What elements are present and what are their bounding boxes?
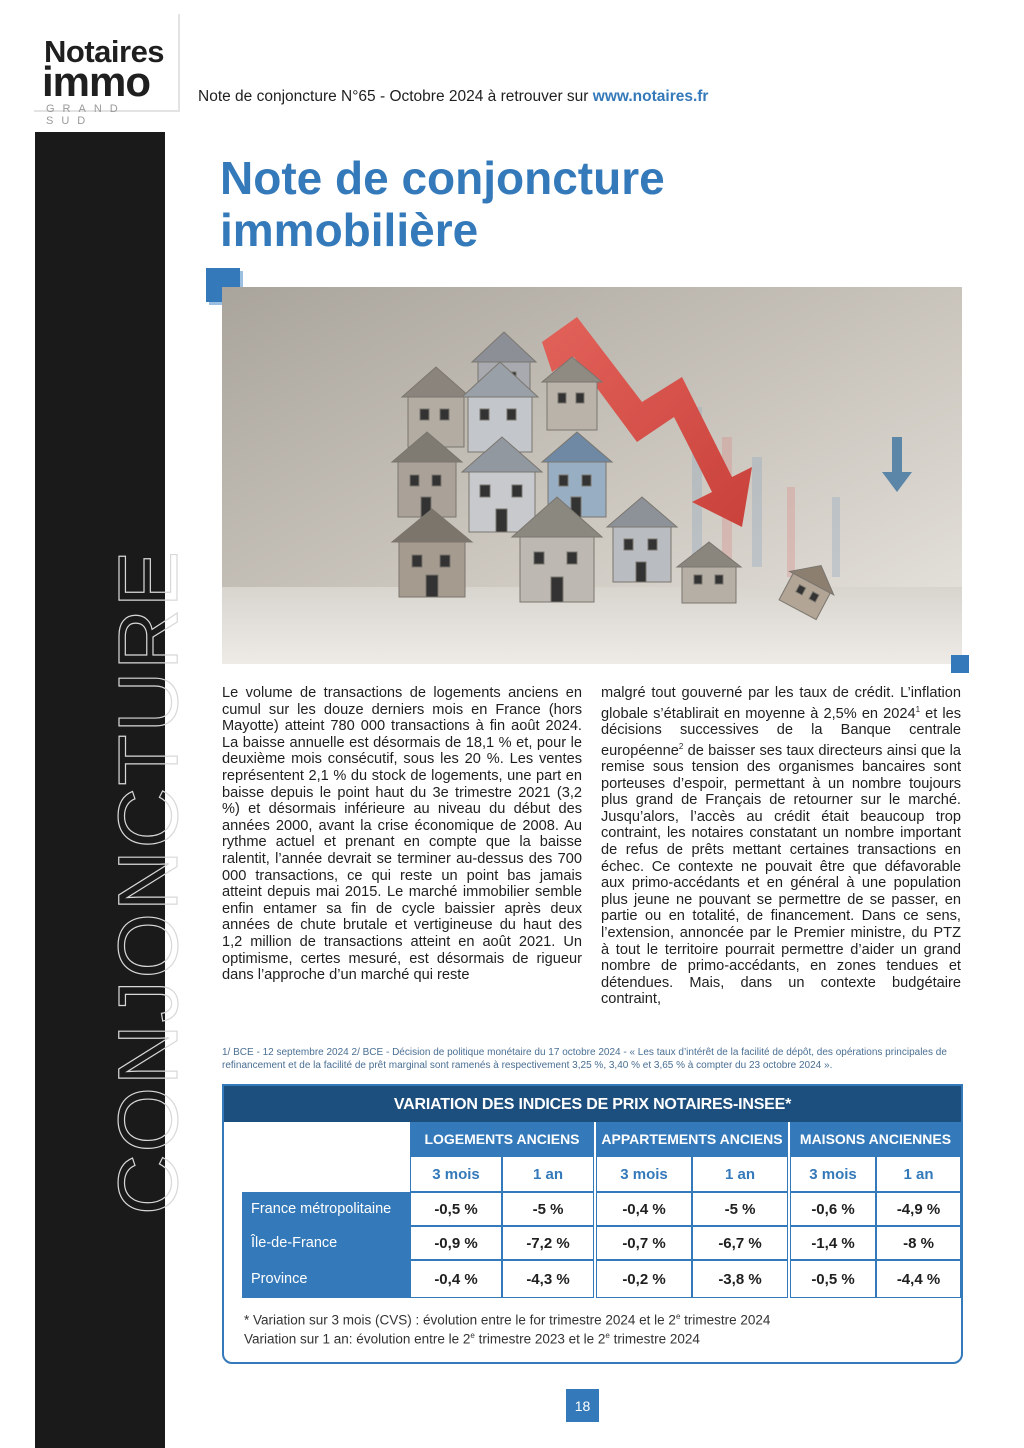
table-subheader: 1 an xyxy=(876,1156,961,1192)
logo xyxy=(34,14,180,127)
table-cell: -7,2 % xyxy=(502,1226,594,1260)
table-cell: -0,6 % xyxy=(790,1192,876,1226)
table-note-text: trimestre 2024 xyxy=(680,1312,771,1328)
table-cell: -1,4 % xyxy=(790,1226,876,1260)
table-row-label: Province xyxy=(242,1260,410,1298)
table-group-maisons: MAISONS ANCIENNES xyxy=(790,1122,961,1156)
table-subheader: 1 an xyxy=(692,1156,788,1192)
table-cell: -4,9 % xyxy=(876,1192,961,1226)
table-note-sup: e xyxy=(675,1312,681,1321)
table-cell: -0,4 % xyxy=(596,1192,692,1226)
table-cell: -8 % xyxy=(876,1226,961,1260)
table-note-text: Variation sur 1 an: évolution entre le 2 xyxy=(244,1331,471,1347)
header-url-link[interactable]: www.notaires.fr xyxy=(592,88,709,105)
body-text-right-part2: et les décisions successives de la Banque centrale européenne xyxy=(601,705,962,759)
table-note-1-year xyxy=(244,1331,700,1347)
table-note-text: trimestre 2024 xyxy=(609,1331,700,1347)
table-note-sup: e xyxy=(605,1331,610,1340)
side-label: CONJONCTURE xyxy=(101,549,195,1215)
page-number: 18 xyxy=(566,1389,599,1422)
table-note-text: * Variation sur 3 mois (CVS) : évolution entre le for trimestre 2024 et le 2 xyxy=(244,1312,676,1328)
table-cell: -4,3 % xyxy=(502,1260,594,1298)
table-subheader: 1 an xyxy=(502,1156,594,1192)
table-cell: -0,5 % xyxy=(790,1260,876,1298)
table-cell: -0,5 % xyxy=(410,1192,502,1226)
table-cell: -0,7 % xyxy=(596,1226,692,1260)
table-cell: -0,9 % xyxy=(410,1226,502,1260)
body-text-right-part1: malgré tout gouverné par les taux de crédit. L’inflation globale s’établirait en moyenne à 2,5% en 2024 xyxy=(601,685,961,722)
price-index-table xyxy=(222,1084,963,1364)
table-cell: -0,2 % xyxy=(596,1260,692,1298)
footnote: 1/ BCE - 12 septembre 2024 2/ BCE - Décision de politique monétaire du 17 octobre 2024 - « Les taux d’intérêt de la facilité de dépôt, des opérations principales de refinancement et de la facilité de prêt marginal sont ramenés à respectivement 3,25 %, 3,40 % et 3,65 % à compter du 23 octobre 2024 ». xyxy=(222,1047,947,1071)
footnote-ref-2: 2 xyxy=(678,741,684,751)
table-group-logements: LOGEMENTS ANCIENS xyxy=(410,1122,594,1156)
body-text-right xyxy=(601,685,961,1008)
table-note-sup: e xyxy=(470,1331,475,1340)
logo-line2: immo xyxy=(42,58,151,105)
body-text-left: Le volume de transactions de logements anciens en cumul sur les douze derniers mois en France (hors Mayotte) atteint 780 000 transactions à fin août 2024. La baisse annuelle est désormais de 18,1 % et, pour le deuxième mois consécutif, sous les 20 %. Les ventes représentent 2,1 % du stock de logements, une part en baisse depuis le point haut du 3e trimestre 2021 (3,2 %) et désormais inférieure au niveau du début des années 2000, avant la crise économique de 2008. Au rythme actuel et prenant en compte que la baisse ralentit, l’année devrait se terminer au-dessus des 700 000 transactions, ce qui reste un point bas jamais atteint depuis mai 2015. Le marché immobilier semble enfin entamer sa fin de cycle baissier après deux années de chute brutale et vertigineuse du haut des 1,2 million de transactions atteint en août 2021. Un optimisme, certes mesuré, est désormais de rigueur dans l’approche d’un marché qui reste xyxy=(222,685,582,984)
logo-line3: GRAND SUD xyxy=(46,103,126,127)
table-cell: -0,4 % xyxy=(410,1260,502,1298)
table-title: VARIATION DES INDICES DE PRIX NOTAIRES-INSEE* xyxy=(224,1086,961,1122)
page-title: Note de conjoncture immobilière xyxy=(220,152,665,256)
table-note-text: trimestre 2023 et le 2 xyxy=(474,1331,606,1347)
table-group-appartements: APPARTEMENTS ANCIENS xyxy=(596,1122,788,1156)
header-note-text: Note de conjoncture N°65 - Octobre 2024 à retrouver sur xyxy=(198,88,593,105)
table-cell: -3,8 % xyxy=(692,1260,788,1298)
footnote-ref-1: 1 xyxy=(915,704,921,714)
header-note xyxy=(198,88,708,106)
table-subheader: 3 mois xyxy=(596,1156,692,1192)
table-cell: -6,7 % xyxy=(692,1226,788,1260)
logo-line1: Notaires xyxy=(44,34,165,69)
table-row-label: Île-de-France xyxy=(242,1226,410,1260)
hero-houses-illustration xyxy=(222,287,962,664)
table-cell: -5 % xyxy=(692,1192,788,1226)
table-row-label: France métropolitaine xyxy=(242,1192,410,1226)
table-subheader: 3 mois xyxy=(410,1156,502,1192)
table-note-3-months xyxy=(244,1312,770,1328)
table-cell: -4,4 % xyxy=(876,1260,961,1298)
table-cell: -5 % xyxy=(502,1192,594,1226)
decor-square-bottom xyxy=(951,655,969,673)
table-subheader: 3 mois xyxy=(790,1156,876,1192)
body-text-right-part3: de baisser ses taux directeurs ainsi que la remise sous tension des organismes bancaires sont porteuses d’espoir, permettant à un nombre toujours plus grand de Français de retourner sur le marché. Jusqu’alors, l’accès au crédit était beaucoup trop contraint, les notaires constatant un nombre important de refus de prêts mettant certaines transactions en échec. Ce contexte ne pouvait être que défavorable aux primo-accédants et en général à une population plus jeune ne pouvant se permettre de se passer, en partie ou en totalité, de financement. Dans ce sens, l’extension, annoncée par le Premier ministre, du PTZ à tout le territoire pourrait permettre d’aider un grand nombre de primo-accédants, en zones tendues et détendues. Mais, dans un contexte budgétaire contraint, xyxy=(601,742,961,1008)
